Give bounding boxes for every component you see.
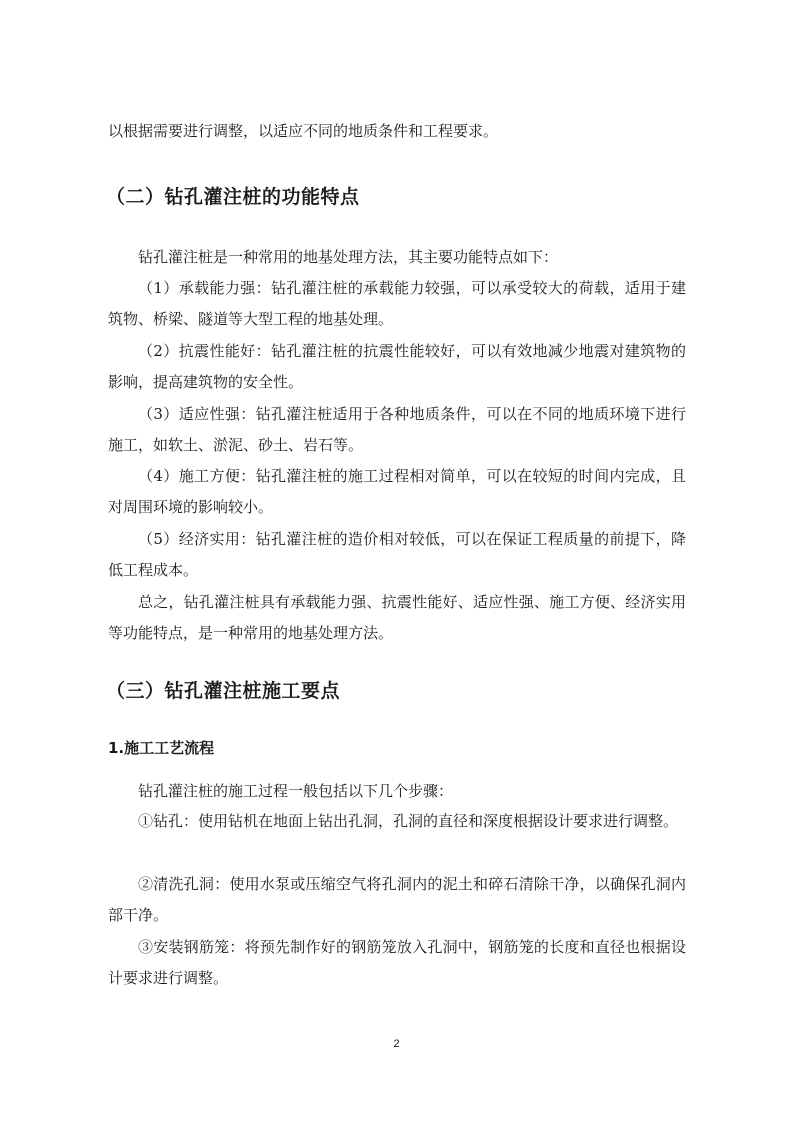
list-item-drilling: ①钻孔：使用钻机在地面上钻出孔洞，孔洞的直径和深度根据设计要求进行调整。 — [138, 812, 679, 830]
body-paragraph-section2-intro: 钻孔灌注桩是一种常用的地基处理方法，其主要功能特点如下： — [138, 248, 559, 266]
list-item-seismic-performance: （2）抗震性能好：钻孔灌注桩的抗震性能较好，可以有效地减少地震对建筑物的影响，提高建筑物的安全性。 — [108, 342, 686, 391]
page-number: 2 — [393, 1038, 400, 1050]
list-item-rebar-cage-installation: ③安装钢筋笼：将预先制作好的钢筋笼放入孔洞中，钢筋笼的长度和直径也根据设计要求进行调整。 — [108, 938, 686, 987]
body-paragraph-summary: 总之，钻孔灌注桩具有承载能力强、抗震性能好、适应性强、施工方便、经济实用等功能特点，是一种常用的地基处理方法。 — [108, 593, 686, 642]
list-item-load-capacity: （1）承载能力强：钻孔灌注桩的承载能力较强，可以承受较大的荷载，适用于建筑物、桥梁、隧道等大型工程的地基处理。 — [108, 279, 686, 328]
body-paragraph-continuation: 以根据需要进行调整，以适应不同的地质条件和工程要求。 — [108, 122, 499, 140]
list-item-hole-cleaning: ②清洗孔洞：使用水泵或压缩空气将孔洞内的泥土和碎石清除干净，以确保孔洞内部干净。 — [108, 875, 686, 924]
list-item-economy: （5）经济实用：钻孔灌注桩的造价相对较低，可以在保证工程质量的前提下，降低工程成本。 — [108, 530, 686, 579]
body-paragraph-section3-intro: 钻孔灌注桩的施工过程一般包括以下几个步骤： — [138, 782, 454, 800]
section-heading-functions: （二）钻孔灌注桩的功能特点 — [106, 186, 360, 208]
subsection-heading-process-flow: 1.施工工艺流程 — [108, 739, 215, 757]
list-item-adaptability: （3）适应性强：钻孔灌注桩适用于各种地质条件，可以在不同的地质环境下进行施工，如软土、淤泥、砂土、岩石等。 — [108, 405, 686, 454]
list-item-construction-convenience: （4）施工方便：钻孔灌注桩的施工过程相对简单，可以在较短的时间内完成，且对周围环境的影响较小。 — [108, 467, 686, 516]
section-heading-construction-points: （三）钻孔灌注桩施工要点 — [106, 680, 341, 702]
